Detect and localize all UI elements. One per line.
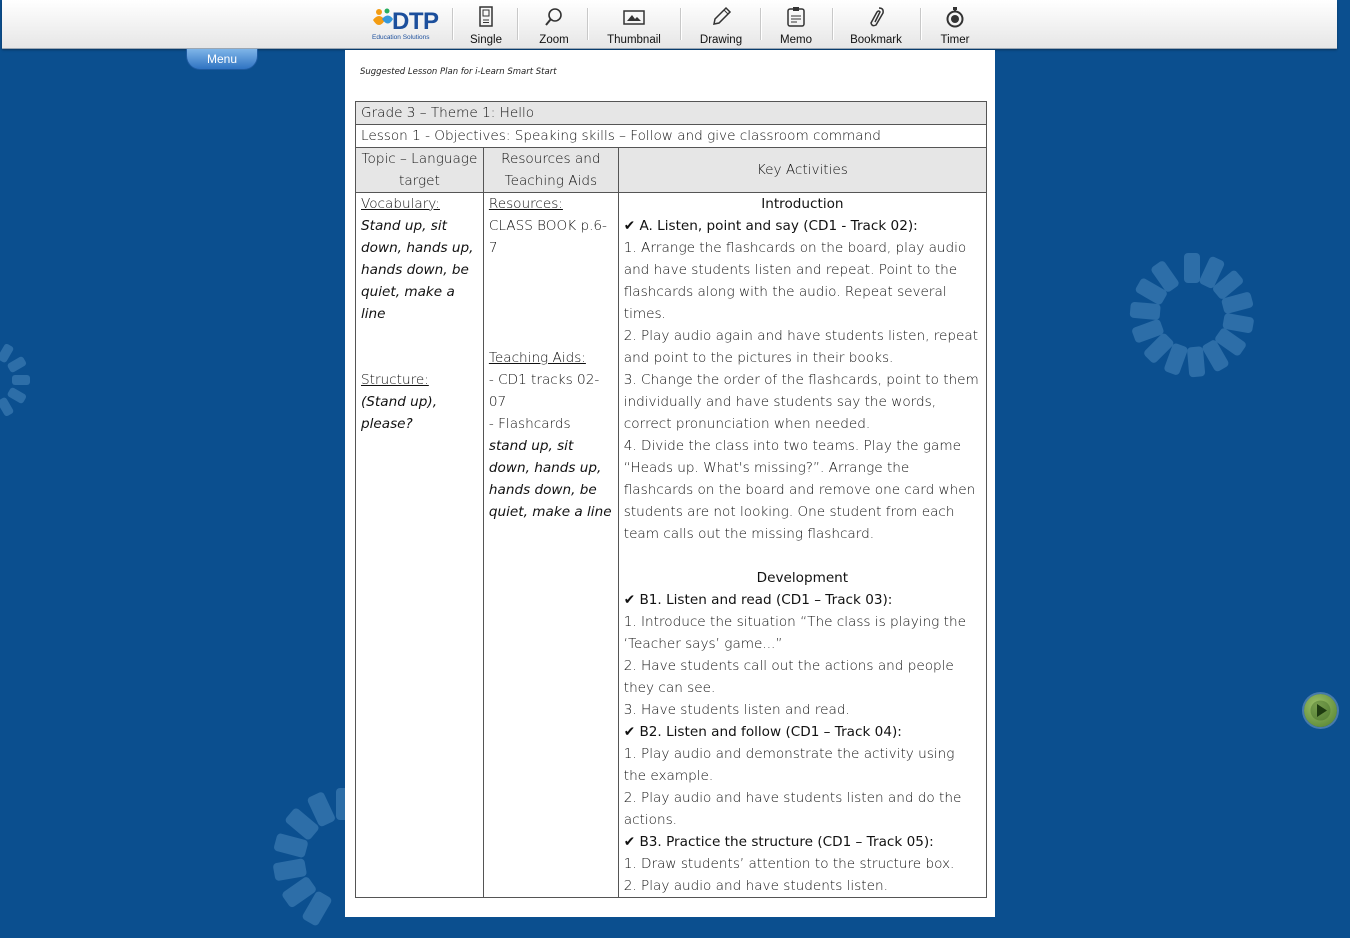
single-label: Single [470, 34, 502, 46]
toolbar [2, 0, 1337, 49]
activity-step: 2. Play audio and have students listen and do the actions. [623, 790, 962, 828]
document-page [345, 50, 995, 917]
menu-button[interactable]: Menu [186, 49, 258, 70]
resources-label: Resources: [488, 196, 563, 212]
activity-step: 3. Have students listen and read. [623, 702, 850, 718]
check-icon: ✔ [623, 724, 640, 740]
activities-header: Key Activities [618, 148, 986, 193]
grade-title: Grade 3 – Theme 1: Hello [356, 102, 987, 125]
activity-step: 1. Draw students’ attention to the structure box. [623, 856, 955, 872]
resources-cell [483, 193, 618, 898]
toolbar-divider [452, 8, 454, 40]
decorative-ring-bottom [265, 780, 345, 930]
decorative-ring-right [1125, 250, 1260, 380]
thumbnail-label: Thumbnail [607, 34, 661, 46]
resources-text: CLASS BOOK p.6-7 [488, 218, 607, 256]
vocabulary-text: Stand up, sit down, hands up, hands down, be quiet, make a line [361, 218, 474, 322]
activity-step: 2. Have students call out the actions and people they can see. [623, 658, 954, 696]
timer-label: Timer [940, 34, 970, 46]
structure-label: Structure: [361, 372, 429, 388]
introduction-title: Introduction [761, 196, 844, 212]
activity-step: 2. Play audio again and have students listen, repeat and point to the pictures in their books. [623, 328, 979, 366]
teaching-aids-words: stand up, sit down, hands up, hands down, be quiet, make a line [488, 438, 612, 520]
single-button[interactable] [464, 4, 508, 46]
toolbar-divider [832, 8, 834, 40]
topic-cell [356, 193, 484, 898]
memo-button[interactable] [774, 4, 818, 46]
development-title: Development [756, 570, 849, 586]
zoom-label: Zoom [539, 34, 569, 46]
dtp-logo [370, 6, 444, 44]
activity-b1-heading: ✔ B1. Listen and read (CD1 – Track 03): [623, 592, 893, 608]
toolbar-divider [920, 8, 922, 40]
check-icon: ✔ [623, 834, 640, 850]
timer-icon [944, 6, 966, 28]
activity-a-heading: ✔ A. Listen, point and say (CD1 - Track 02): [623, 218, 918, 234]
activity-step: 1. Introduce the situation “The class is playing the ‘Teacher says’ game...” [623, 614, 966, 652]
topic-header: Topic – Language target [356, 148, 484, 193]
toolbar-divider [680, 8, 682, 40]
single-page-icon [475, 6, 497, 28]
activities-cell [618, 193, 986, 898]
lesson-objectives: Lesson 1 - Objectives: Speaking skills – Follow and give classroom command [356, 125, 987, 148]
thumbnail-icon [623, 6, 645, 28]
decorative-ring-left [0, 330, 40, 430]
activity-step: 3. Change the order of the flashcards, point to them individually and have students say the words, correct pronunciation when needed. [623, 372, 979, 432]
bookmark-label: Bookmark [850, 34, 902, 46]
drawing-label: Drawing [699, 34, 743, 46]
memo-label: Memo [780, 34, 812, 46]
timer-button[interactable] [934, 4, 976, 46]
play-arrow-icon [1304, 694, 1337, 727]
header-row [356, 148, 987, 193]
thumbnail-button[interactable] [602, 4, 666, 46]
objectives-row [356, 125, 987, 148]
activity-b3-heading: ✔ B3. Practice the structure (CD1 – Track 05): [623, 834, 934, 850]
header-note: Suggested Lesson Plan for i-Learn Smart Start [360, 67, 557, 77]
bookmark-icon [865, 6, 887, 28]
teaching-aids-line: - CD1 tracks 02-07 [488, 372, 600, 410]
zoom-button[interactable] [532, 4, 576, 46]
logo-text: DTP [392, 8, 439, 35]
activity-step: 1. Play audio and demonstrate the activity using the example. [623, 746, 955, 784]
content-row [356, 193, 987, 898]
activity-step: 1. Arrange the flashcards on the board, play audio and have students listen and repeat. Point to the flashcards along with the audio. Repeat several times. [623, 240, 967, 322]
teaching-aids-label: Teaching Aids: [488, 350, 586, 366]
logo-subtitle: Education Solutions [372, 34, 430, 41]
activity-b2-heading: ✔ B2. Listen and follow (CD1 – Track 04): [623, 724, 902, 740]
grade-row [356, 102, 987, 125]
check-icon: ✔ [623, 218, 640, 234]
lesson-plan-table [355, 101, 987, 898]
structure-text: (Stand up), please? [361, 394, 438, 432]
vocabulary-label: Vocabulary: [361, 196, 440, 212]
drawing-button[interactable] [694, 4, 748, 46]
teaching-aids-line: - Flashcards [488, 416, 571, 432]
activity-step: 2. Play audio and have students listen. [623, 878, 888, 894]
toolbar-divider [517, 8, 519, 40]
toolbar-divider [760, 8, 762, 40]
zoom-icon [543, 6, 565, 28]
bookmark-button[interactable] [846, 4, 906, 46]
activity-step: 4. Divide the class into two teams. Play the game “Heads up. What's missing?”. Arrange the flashcards on the board and remove one card when students are not looking. One student from each team calls out the missing flashcard. [623, 438, 976, 542]
next-page-button[interactable] [1304, 694, 1337, 727]
pencil-icon [710, 6, 732, 28]
memo-icon [785, 6, 807, 28]
check-icon: ✔ [623, 592, 640, 608]
resources-header: Resources and Teaching Aids [483, 148, 618, 193]
toolbar-divider [587, 8, 589, 40]
